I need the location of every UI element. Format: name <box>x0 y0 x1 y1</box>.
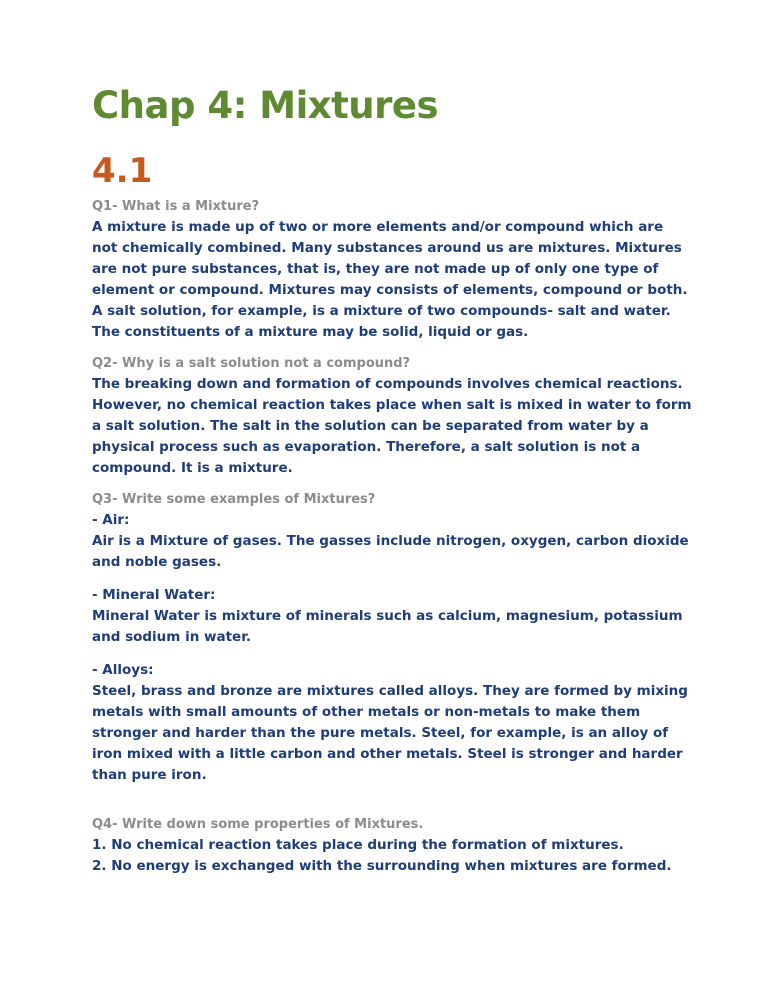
example-text: Mineral Water is mixture of minerals such as calcium, magnesium, potassium and sodium in water. <box>92 608 683 645</box>
document-page <box>92 84 692 877</box>
example-mineral-water <box>92 585 692 648</box>
q4-question: Q4- Write down some properties of Mixtures. <box>92 817 424 832</box>
example-text: Air is a Mixture of gases. The gasses include nitrogen, oxygen, carbon dioxide and noble gases. <box>92 533 689 570</box>
spacer <box>92 786 692 814</box>
chapter-title: Chap 4: Mixtures <box>92 84 439 127</box>
example-air <box>92 510 692 573</box>
q4-block <box>92 814 692 877</box>
q3-block <box>92 489 692 786</box>
q2-answer: The breaking down and formation of compounds involves chemical reactions. However, no chemical reaction takes place when salt is mixed in water to form a salt solution. The salt in the solution can be separated from water by a physical process such as evaporation. Therefore, a salt solution is not a compound. It is a mixture. <box>92 376 692 476</box>
section-title: 4.1 <box>92 151 153 191</box>
q3-question: Q3- Write some examples of Mixtures? <box>92 492 376 507</box>
q1-block <box>92 196 692 343</box>
example-heading: - Mineral Water: <box>92 587 216 603</box>
q1-question: Q1- What is a Mixture? <box>92 199 260 214</box>
example-text: Steel, brass and bronze are mixtures called alloys. They are formed by mixing metals with small amounts of other metals or non-metals to make them stronger and harder than the pure metals. Steel, for example, is an alloy of iron mixed with a little carbon and other metals. Steel is stronger and harder than pure iron. <box>92 683 688 783</box>
example-heading: - Alloys: <box>92 662 154 678</box>
q2-block <box>92 353 692 479</box>
q4-point: 1. No chemical reaction takes place during the formation of mixtures. <box>92 837 624 853</box>
example-heading: - Air: <box>92 512 130 528</box>
example-alloys <box>92 660 692 786</box>
q4-point: 2. No energy is exchanged with the surrounding when mixtures are formed. <box>92 858 672 874</box>
q1-answer: A mixture is made up of two or more elements and/or compound which are not chemically combined. Many substances around us are mixtures. Mixtures are not pure substances, that is, they are not made up of only one type of element or compound. Mixtures may consists of elements, compound or both. A salt solution, for example, is a mixture of two compounds- salt and water. The constituents of a mixture may be solid, liquid or gas. <box>92 219 688 340</box>
q2-question: Q2- Why is a salt solution not a compound? <box>92 356 411 371</box>
